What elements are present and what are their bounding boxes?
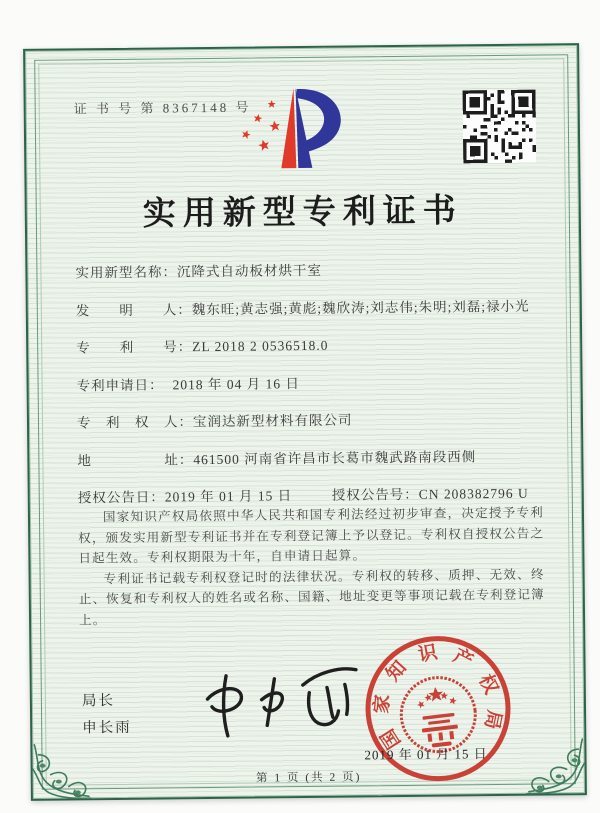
field-filing-date xyxy=(76,369,540,411)
field-value: 461500 河南省许昌市长葛市魏武路南段西侧 xyxy=(193,448,477,467)
field-label: 专 利 权 人： xyxy=(76,414,194,431)
field-label: 发 明 人： xyxy=(75,301,192,318)
cnipa-logo-icon xyxy=(230,81,371,174)
signer-title: 局长 xyxy=(81,693,115,710)
signer-name: 申长雨 xyxy=(82,719,132,737)
field-list xyxy=(75,257,541,487)
page-number: 第 1 页 (共 2 页) xyxy=(255,771,362,785)
field-value: 2018 年 04 月 16 日 xyxy=(172,375,301,392)
field-address xyxy=(77,444,541,486)
signer-block xyxy=(82,688,132,743)
grant-number xyxy=(332,482,529,504)
field-invention-name xyxy=(75,257,539,299)
legal-paragraph-2: 专利证书记载专利权登记时的法律状况。专利权的转移、质押、无效、终止、恢复和专利权人的姓名或名称、国籍、地址变更等事项记载在专利登记簿上。 xyxy=(78,566,545,627)
field-label: 专 利 号： xyxy=(76,339,193,356)
legal-paragraph-1: 国家知识产权局依照中华人民共和国专利法经过初步审查，决定授予专利权，颁发实用新型专利证书并在专利登记簿上予以登记。专利权自授权公告之日起生效。专利权期限为十年，自申请日起算。 xyxy=(78,505,545,566)
field-value: ZL 2018 2 0536518.0 xyxy=(192,337,329,355)
field-value: 魏东旺;黄志强;黄彪;魏欣涛;刘志伟;朱明;刘磊;禄小光 xyxy=(191,298,530,317)
svg-text:识: 识 xyxy=(416,642,440,667)
field-value: 宝润达新型材料有限公司 xyxy=(192,412,353,430)
seal-date: 2019 年 01 月 15 日 xyxy=(364,746,488,763)
corner-flourish-right-icon xyxy=(510,719,589,798)
signature-script xyxy=(187,650,383,758)
field-patentee xyxy=(77,407,541,449)
field-label: 地 址： xyxy=(77,451,194,468)
field-label: 实用新型名称： xyxy=(75,264,177,281)
certificate-number: 证 书 号 第 8367148 号 xyxy=(73,99,252,117)
grant-date xyxy=(78,488,293,505)
svg-text:局: 局 xyxy=(480,708,505,731)
field-patent-number xyxy=(76,332,540,374)
svg-text:家: 家 xyxy=(371,693,394,715)
svg-text:知: 知 xyxy=(382,657,411,686)
field-value: 沉降式自动板材烘干室 xyxy=(176,262,322,280)
grant-number-value: CN 208382796 U xyxy=(418,485,529,502)
grant-number-label: 授权公告号： xyxy=(331,486,419,503)
certificate-page xyxy=(23,43,587,801)
field-inventors xyxy=(76,294,540,336)
svg-text:国: 国 xyxy=(377,724,406,753)
qr-code xyxy=(463,90,537,164)
svg-text:权: 权 xyxy=(474,671,502,698)
legal-text xyxy=(78,503,545,631)
svg-text:产: 产 xyxy=(449,645,477,673)
grant-date-label: 授权公告日： xyxy=(77,489,165,506)
field-label: 专利申请日： xyxy=(76,376,164,393)
certificate-title: 实用新型专利证书 xyxy=(142,193,463,233)
grant-date-value: 2019 年 01 月 15 日 xyxy=(164,488,293,505)
